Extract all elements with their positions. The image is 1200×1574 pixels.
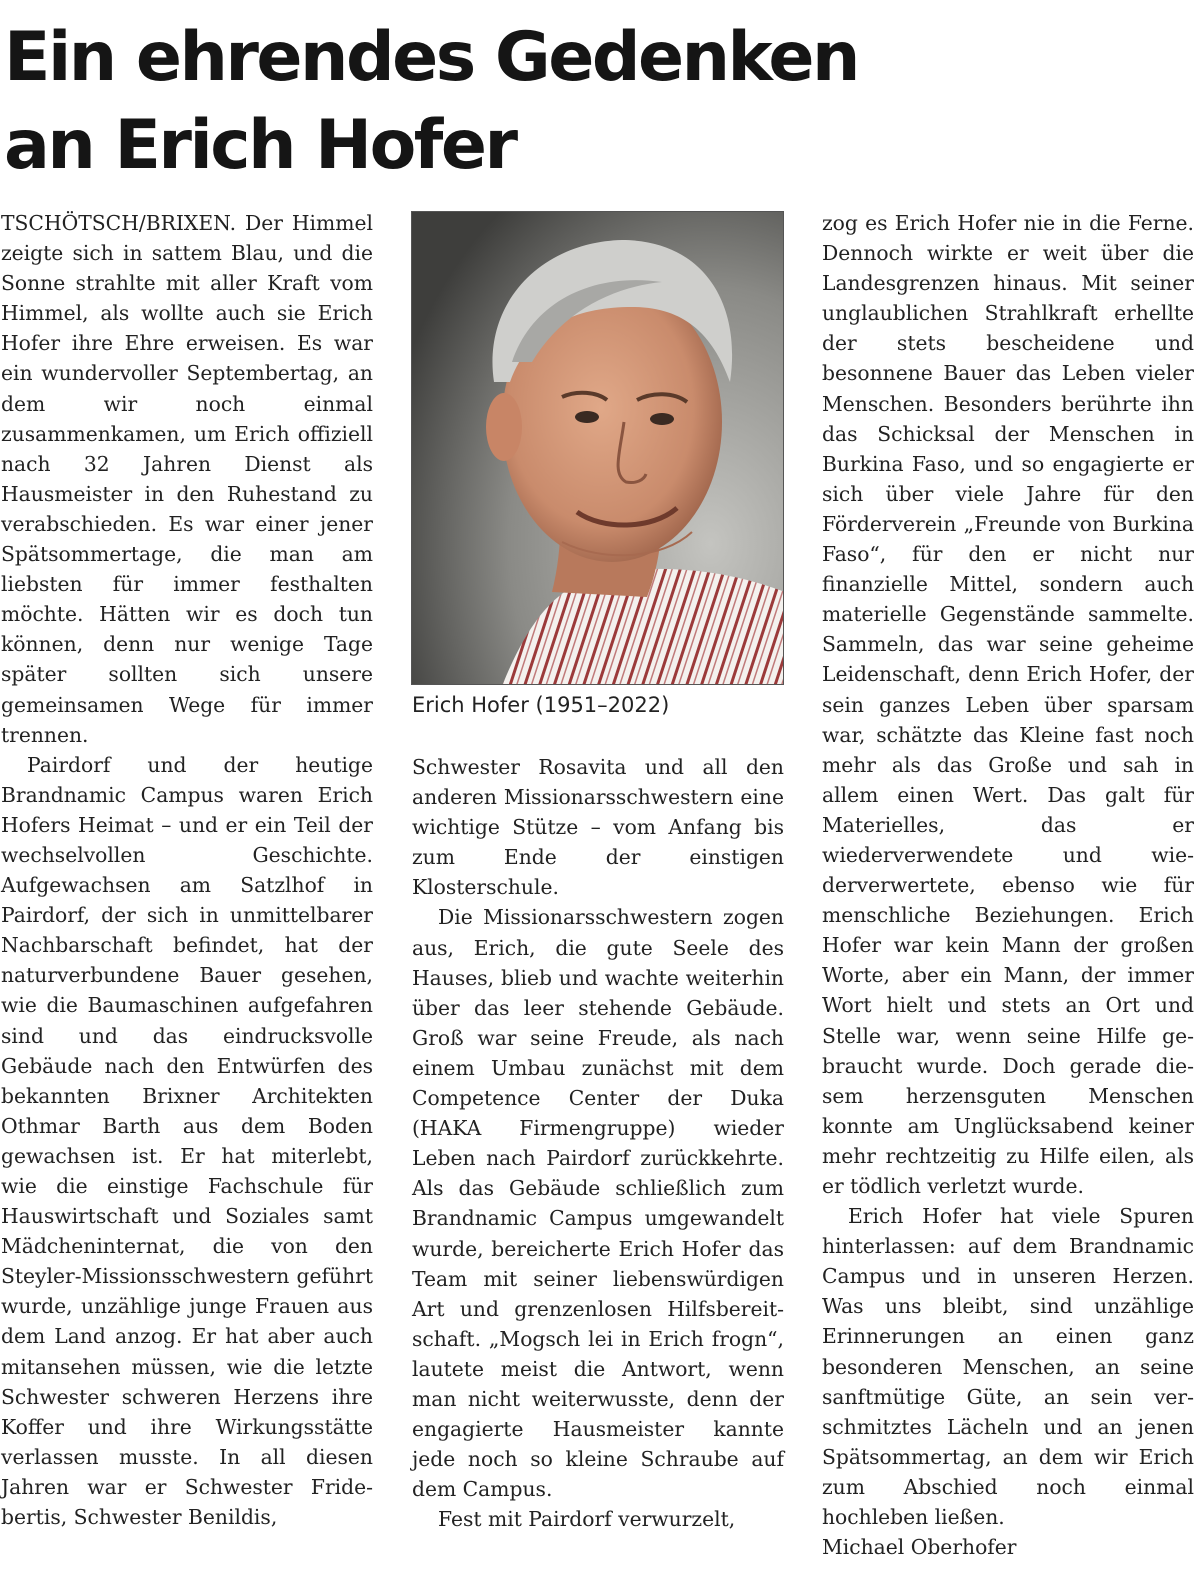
article-paragraph: TSCHÖTSCH/BRIXEN. Der Himmel zeigte sich in sattem Blau, und die Sonne strahlte mit aller Kraft vom Himmel, als wollte auch sie Erich Hofer ihre Ehre erweisen. Es war ein wundervoller Septembertag, an dem wir noch einmal zusammenkamen, um Erich offiziell nach 32 Jahren Dienst als Hausmeister in den Ruhestand zu verabschieden. Es war einer jener Spätsommertage, die man am liebsten für immer festhalten möchte. Hätten wir es doch tun können, denn nur wenige Tage später sollten sich unsere gemeinsamen Wege für immer trennen.	[1, 211, 373, 747]
article-author: Michael Oberhofer	[822, 1535, 1017, 1560]
article-paragraph: Die Missionarsschwestern zogen aus, Erich, die gute Seele des Hauses, blieb und wachte weiterhin über das leer stehende Gebäude. Groß war seine Freude, als nach einem Umbau zunächst mit dem Competence Center der Duka (HAKA Firmengruppe) wieder Leben nach Pairdorf zurückkehrte. Als das Gebäude schließlich zum Brandnamic Campus umgewandelt wurde, bereicherte Erich Hofer das Team mit seiner liebenswürdigen Art und grenzenlosen Hilfsbereitschaft. „Mogsch lei in Erich frogn“, lautete meist die Antwort, wenn man nicht weiterwusste, denn der engagierte Hausmeister kannte jede noch so kleine Schraube auf dem Campus.	[412, 905, 784, 1502]
article-paragraph: zog es Erich Hofer nie in die Ferne. Dennoch wirkte er weit über die Landesgrenzen hinaus. Mit seiner unglaublichen Strahlkraft erhellte der stets bescheidene und besonnene Bauer das Leben vieler Menschen. Besonders berührte ihn das Schicksal der Menschen in Burkina Faso, und so engagierte er sich über viele Jahre für den Förderverein „Freunde von Burkina Faso“, für den er nicht nur finanzielle Mittel, sondern auch materielle Gegenstände sammelte. Sammeln, das war seine geheime Leidenschaft, denn Erich Hofer, der sein ganzes Leben über sparsam war, schätzte das Kleine fast noch mehr als das Große und sah in allem einen Wert. Das galt für Materielles, das er wiederverwendete und wiederverwertete, ebenso wie für menschliche Beziehungen. Erich Hofer war kein Mann der großen Worte, aber ein Mann, der immer Wort hielt und stets an Ort und Stelle war, wenn seine Hilfe gebraucht wurde. Doch gerade diesem herzensguten Menschen konnte am Unglücksabend keiner mehr rechtzeitig zu Hilfe eilen, als er tödlich verletzt wurde.	[822, 211, 1194, 1198]
photo-caption: Erich Hofer (1951–2022)	[412, 693, 670, 717]
portrait-photo	[411, 211, 784, 685]
article-column-2	[412, 752, 784, 1534]
portrait-illustration	[412, 212, 784, 685]
article-paragraph: Erich Hofer hat viele Spuren hinterlassen: auf dem Brandnamic Campus und in unseren Herzen. Was uns bleibt, sind unzählige Erinnerungen an einen ganz besonderen Menschen, an seine sanftmütige Güte, an sein verschmitztes Lächeln und an jenen Spätsommertag, an dem wir Erich zum Abschied noch einmal hochleben ließen.	[822, 1204, 1194, 1530]
headline-line-2: an Erich Hofer	[4, 106, 516, 185]
article-paragraph: Fest mit Pairdorf verwurzelt,	[438, 1507, 736, 1532]
article-column-1	[1, 208, 373, 1532]
headline-line-1: Ein ehrendes Gedenken	[4, 18, 858, 97]
article-column-3	[822, 208, 1194, 1562]
article-paragraph: Schwester Rosavita und all den anderen Missionarsschwestern eine wichtige Stütze – vom Anfang bis zum Ende der einstigen Klosterschule.	[412, 755, 784, 900]
article-headline	[4, 14, 1194, 190]
article-paragraph: Pairdorf und der heutige Brandnamic Campus waren Erich Hofers Heimat – und er ein Teil der wechselvollen Geschichte. Aufgewachsen am Satzlhof in Pairdorf, der sich in unmittelbarer Nachbarschaft befindet, hat der naturverbundene Bauer gesehen, wie die Baumaschinen aufgefahren sind und das eindrucksvolle Gebäude nach den Entwürfen des bekannten Brixner Architekten Othmar Barth aus dem Boden gewachsen ist. Er hat miterlebt, wie die einstige Fachschule für Hauswirtschaft und Soziales samt Mädcheninternat, die von den Steyler-Missionsschwestern geführt wurde, unzählige junge Frauen aus dem Land anzog. Er hat aber auch mitansehen müssen, wie die letzte Schwester schweren Herzens ihre Koffer und ihre Wirkungsstätte verlassen musste. In all diesen Jahren war er Schwester Fridebertis, Schwester Benildis,	[1, 752, 373, 1530]
